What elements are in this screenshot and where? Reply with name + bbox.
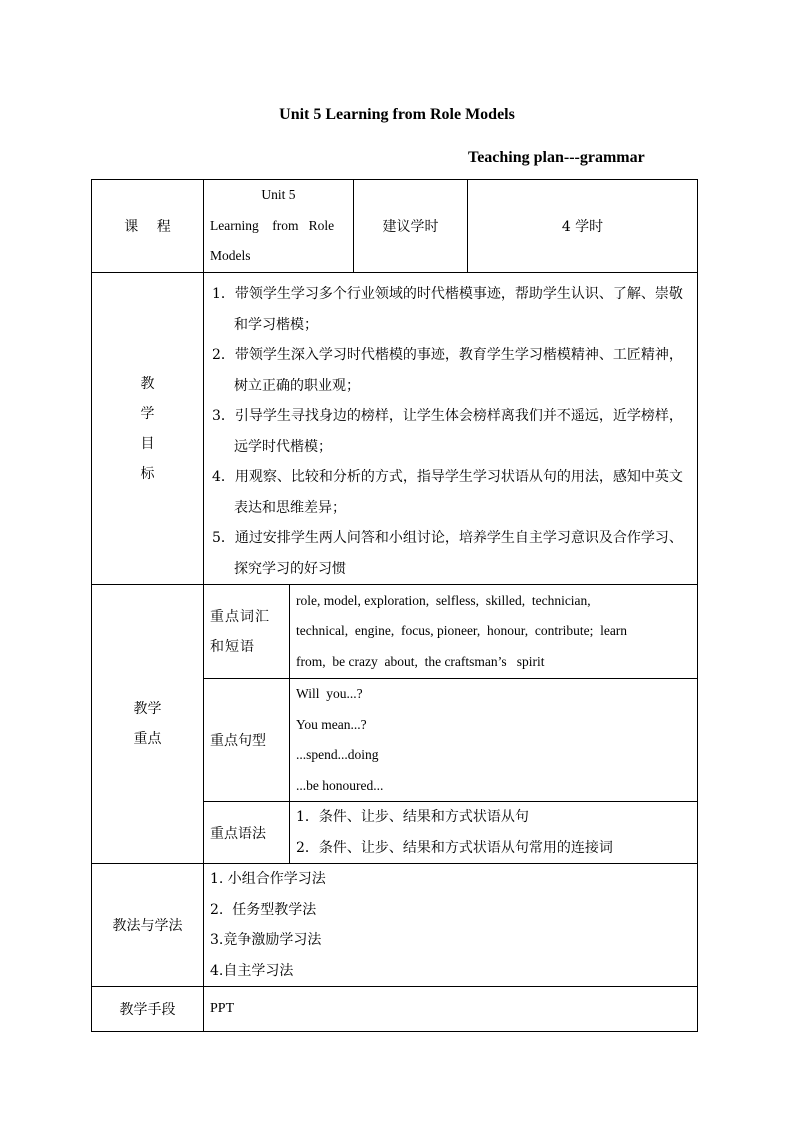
vocab-line: technical, engine, focus, pioneer, honour, contribute; learn: [296, 623, 628, 639]
method-item: 1. 小组合作学习法: [210, 871, 326, 887]
course-unit-line3: Models: [210, 248, 251, 264]
hours-label: 建议学时: [354, 180, 468, 273]
grammar-label: 重点语法: [204, 802, 290, 864]
vocab-label: 重点词汇和短语: [204, 585, 290, 679]
method-item: 3.竞争激励学习法: [210, 932, 322, 948]
method-item: 4.自主学习法: [210, 962, 294, 979]
vocab-line: from, be crazy about, the craftsman’s spirit: [296, 653, 545, 669]
course-label: 课 程: [92, 180, 204, 273]
objectives-row: [92, 273, 698, 585]
hours-value: 4 学时: [468, 180, 698, 273]
objective-item: 4．用观察、比较和分析的方式，指导学生学习状语从句的用法，感知中英文表达和思维差异；: [212, 469, 683, 516]
sentence-line: ...be honoured...: [296, 777, 384, 793]
objectives-label-char: 教: [140, 375, 155, 392]
document-subtitle: Teaching plan---grammar: [468, 149, 645, 166]
methods-label: 教法与学法: [92, 864, 204, 987]
tools-value: PPT: [204, 987, 698, 1032]
sentences-content: [290, 679, 698, 802]
document-title: Unit 5 Learning from Role Models: [279, 106, 515, 123]
course-row: [92, 180, 698, 273]
sentence-line: You mean...?: [296, 716, 367, 732]
objectives-label-char: 目: [140, 435, 155, 452]
sentences-label: 重点句型: [204, 679, 290, 802]
key-points-label-line1: 教学: [133, 701, 162, 717]
objectives-label-char: 标: [140, 465, 155, 482]
objectives-label-char: 学: [140, 405, 155, 422]
vocab-row: [92, 585, 698, 679]
course-unit-line2: Learning from Role: [210, 217, 335, 233]
sentence-line: Will you...?: [296, 686, 363, 701]
objectives-label: [92, 273, 204, 585]
vocab-line: role, model, exploration, selfless, skilled, technician,: [296, 592, 591, 608]
methods-list: [204, 864, 698, 987]
objective-item: 2．带领学生深入学习时代楷模的事迹，教育学生学习楷模精神、工匠精神，树立正确的职业观；: [212, 347, 683, 394]
objective-item: 1．带领学生学习多个行业领域的时代楷模事迹，帮助学生认识、了解、崇敬和学习楷模；: [212, 286, 683, 333]
grammar-content: [290, 802, 698, 864]
vocab-content: [290, 585, 698, 679]
methods-row: [92, 864, 698, 987]
key-points-label: [92, 585, 204, 864]
tools-row: [92, 987, 698, 1032]
sentence-line: ...spend...doing: [296, 747, 379, 762]
key-points-label-line2: 重点: [133, 731, 162, 747]
objective-item: 3．引导学生寻找身边的榜样，让学生体会榜样离我们并不遥远，近学榜样，远学时代楷模；: [212, 408, 683, 455]
grammar-line: 2．条件、让步、结果和方式状语从句常用的连接词: [296, 839, 613, 856]
course-unit-cell: [204, 180, 354, 273]
grammar-line: 1．条件、让步、结果和方式状语从句: [296, 809, 529, 825]
tools-label: 教学手段: [92, 987, 204, 1032]
objective-item: 5．通过安排学生两人问答和小组讨论，培养学生自主学习意识及合作学习、探究学习的好习惯: [212, 530, 683, 577]
teaching-plan-table: [91, 179, 698, 1032]
method-item: 2. 任务型教学法: [210, 901, 317, 918]
objectives-list: [204, 273, 698, 585]
course-unit-line1: Unit 5: [261, 187, 296, 203]
